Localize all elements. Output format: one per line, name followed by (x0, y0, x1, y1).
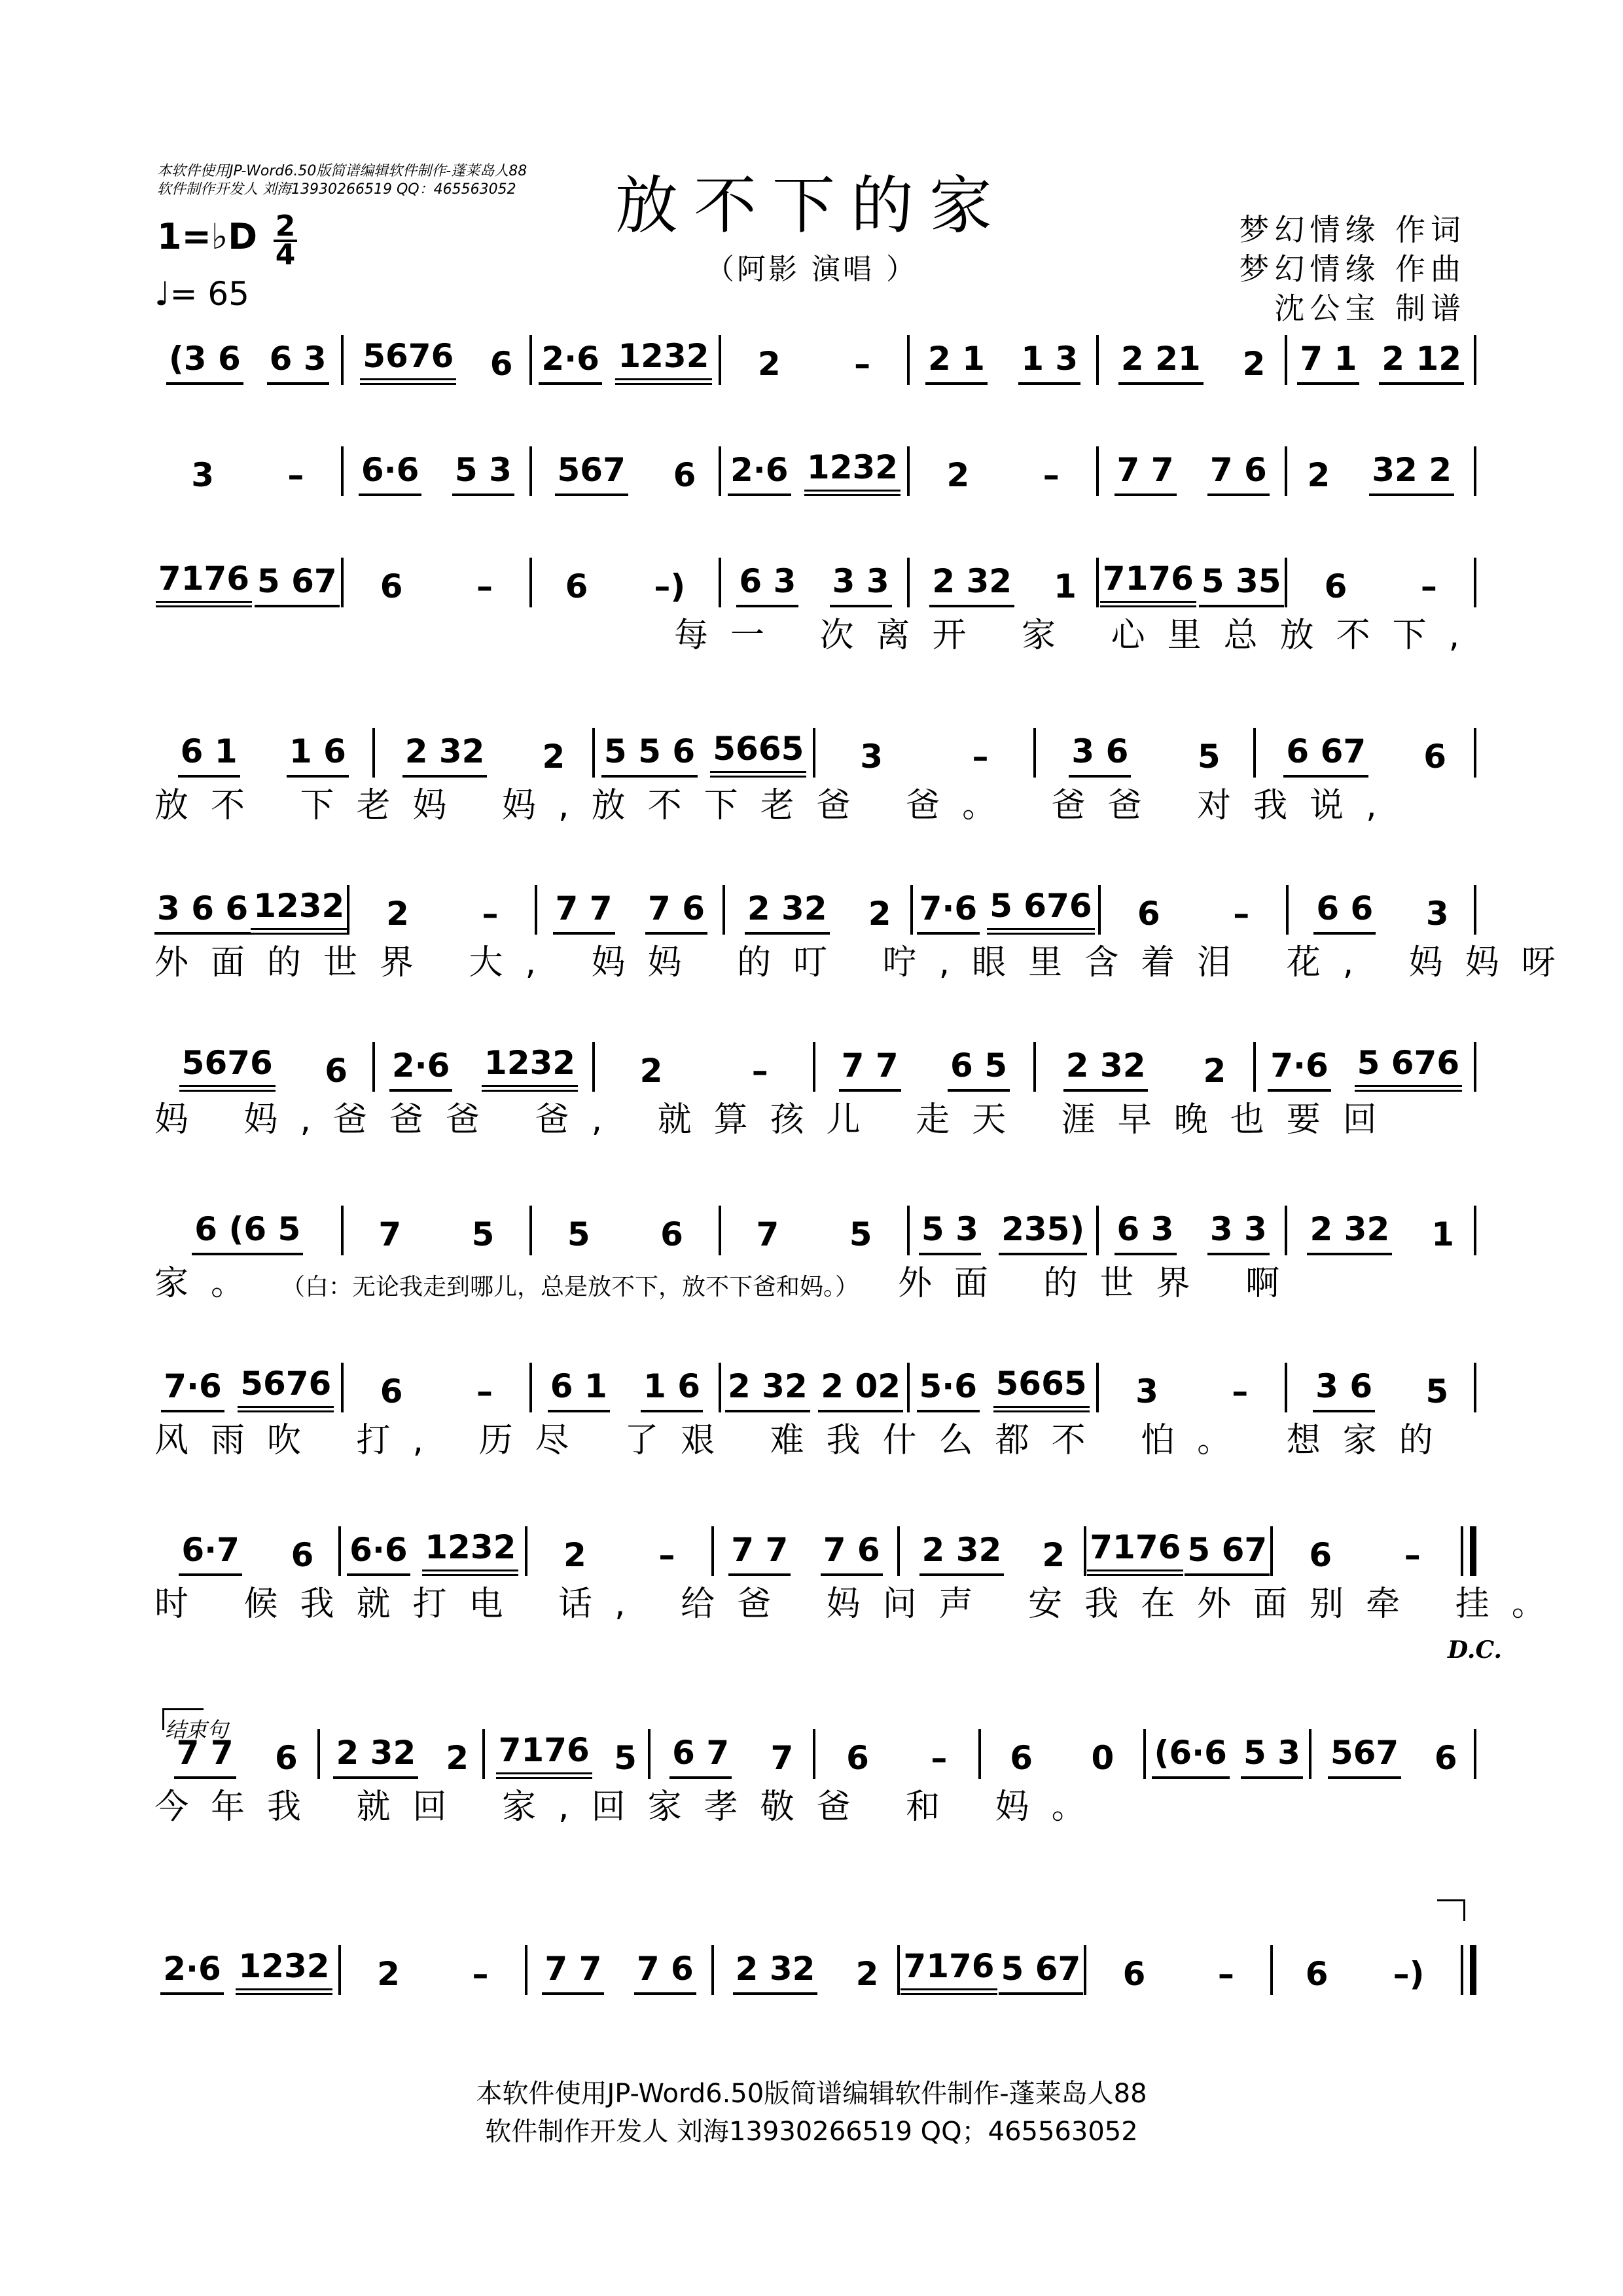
dc-mark: D.C. (1448, 1636, 1503, 1664)
note-group: 2 (1042, 1536, 1065, 1574)
measure (721, 560, 908, 607)
measure (154, 885, 347, 935)
note-group: 2·6 (728, 449, 791, 496)
note-group: 6·6 (347, 1529, 410, 1576)
score-row (154, 1729, 1476, 1779)
note-group: 7·6 (1268, 1045, 1331, 1092)
note-group: 6 (846, 1739, 869, 1777)
note-group: 1 (1431, 1215, 1455, 1253)
note-group: (6·6 (1152, 1732, 1230, 1779)
note-group: 5 3 (919, 1208, 981, 1255)
note-group: 3 (191, 456, 214, 494)
note-group: 7 6 (645, 888, 707, 935)
note-group: – (1043, 456, 1060, 494)
note-group: – (476, 567, 493, 605)
measure (721, 446, 908, 496)
measure (913, 885, 1098, 935)
lyric-line (154, 1412, 1476, 1462)
measure (154, 454, 341, 496)
measure (815, 1737, 978, 1779)
measure (532, 565, 719, 607)
note-group: – (472, 1955, 489, 1993)
note-group: 7 6 (1207, 449, 1270, 496)
note-group: 5 (567, 1215, 590, 1253)
bar-line (1474, 335, 1476, 385)
note-group: – (476, 1372, 493, 1410)
note-group: 5676 (238, 1363, 334, 1412)
note-group: – (972, 738, 989, 776)
note-group: 5676 (360, 335, 456, 385)
measure (900, 1945, 1084, 1995)
note-group: – (1420, 567, 1437, 605)
note-group: 6 (291, 1536, 314, 1574)
note-group: 2 (855, 1955, 879, 1993)
measure (527, 1948, 711, 1995)
measure (910, 454, 1096, 496)
score-row (154, 1206, 1476, 1255)
measure (910, 560, 1096, 607)
bar-line (1474, 885, 1476, 935)
note-group: 6 3 (267, 338, 329, 385)
note-group: 2 32 (919, 1529, 1005, 1576)
note-group: 6 (1010, 1739, 1033, 1777)
measure (1256, 730, 1474, 778)
measure (815, 1045, 1033, 1092)
note-group: 2 32 (333, 1732, 418, 1779)
watermark-line-1: 本软件使用JP-Word6.50版简谱编辑软件制作-蓬莱岛人88 (157, 163, 527, 179)
measure (154, 558, 341, 607)
note-group: – (751, 1052, 768, 1090)
note-group: – (287, 456, 304, 494)
measure (1287, 449, 1474, 496)
score-row (154, 335, 1476, 385)
bar-line (1474, 558, 1476, 607)
note-group: 7·6 (161, 1365, 224, 1412)
note-group: 2 32 (1063, 1045, 1149, 1092)
measure (1036, 1045, 1254, 1092)
time-signature-top: 2 (275, 209, 296, 243)
measure (532, 1213, 719, 1255)
note-group: 3 3 (830, 560, 892, 607)
note-group: 6 (380, 1372, 403, 1410)
note-group: – (1217, 1955, 1234, 1993)
measure (910, 1208, 1096, 1255)
note-group: 7176 (156, 558, 252, 607)
lyric-line (154, 1576, 1568, 1625)
note-group: 3 (1425, 895, 1449, 933)
note-group: (3 6 (166, 338, 243, 385)
measure (721, 1365, 908, 1412)
note-group: 7 7 (553, 888, 615, 935)
score-row (154, 1945, 1476, 1995)
bar-line (1474, 1729, 1476, 1779)
measure (154, 730, 372, 778)
note-group: 2 (386, 895, 409, 933)
note-group: 5 (849, 1215, 872, 1253)
bar-line (1474, 1042, 1476, 1092)
measure (1287, 565, 1474, 607)
measure (910, 1363, 1096, 1412)
note-group: 2 32 (402, 730, 488, 778)
footer-line-2: 软件制作开发人 刘海13930266519 QQ；465563052 (485, 2117, 1138, 2147)
note-group: 1232 (251, 885, 347, 935)
song-title: 放不下的家 (615, 169, 1008, 242)
note-group: 7 6 (634, 1948, 696, 1995)
note-group: 5 (1197, 738, 1221, 776)
measure (485, 1729, 648, 1779)
measure (349, 893, 535, 935)
measure (1273, 1534, 1457, 1576)
time-signature-bottom: 4 (275, 238, 296, 272)
note-group: 2 (377, 1955, 400, 1993)
note-group: 2 (563, 1536, 586, 1574)
note-group: 567 (555, 449, 628, 496)
note-group: – (1232, 1372, 1249, 1410)
note-group: 6 (1423, 738, 1446, 776)
note-group: 5 (1425, 1372, 1449, 1410)
score-row (154, 446, 1476, 496)
note-group: 6 3 (736, 560, 798, 607)
note-group: 6 (6 5 (192, 1208, 303, 1255)
note-group: 5 67 (999, 1948, 1084, 1995)
measure (1273, 1953, 1457, 1995)
note-group: 3 6 (1069, 730, 1131, 778)
note-group: 5665 (993, 1363, 1090, 1412)
note-group: 567 (1328, 1732, 1401, 1779)
score-row (154, 1042, 1476, 1092)
note-group: 5 (471, 1215, 495, 1253)
measure (344, 1371, 530, 1412)
note-group: – (854, 345, 871, 383)
note-group: 1232 (615, 335, 711, 385)
note-group: – (1233, 895, 1250, 933)
note-group: 1 3 (1018, 338, 1080, 385)
measure (900, 1529, 1084, 1576)
lyric-text: 时 候我就打电 话, 给爸 妈问声 安我在外面别牵 挂。 (154, 1585, 1568, 1624)
note-group: 7 7 (542, 1948, 604, 1995)
note-group: 7·6 (917, 888, 980, 935)
note-group: 2 32 (725, 1365, 810, 1412)
lyric-text: 外面的世界 大, 妈妈 的叮 咛,眼里含着泪 花, 妈妈呀 (154, 943, 1578, 982)
note-group: 2 (1203, 1052, 1226, 1090)
measure (1146, 1732, 1309, 1779)
note-group: 6 (1434, 1739, 1457, 1777)
note-group: 1232 (236, 1945, 332, 1995)
note-group: 1232 (482, 1042, 578, 1092)
note-group: 2 32 (929, 560, 1014, 607)
note-group: 1232 (422, 1526, 518, 1576)
note-group: 7 (756, 1215, 779, 1253)
measure (595, 728, 813, 778)
note-group: 6 6 (1313, 888, 1376, 935)
measure (1086, 1526, 1270, 1576)
key-signature: 1=♭D (157, 216, 258, 257)
note-group: 5 676 (987, 885, 1095, 935)
measure (721, 1213, 908, 1255)
note-group: 6 (325, 1052, 348, 1090)
note-group: – (1404, 1536, 1421, 1574)
note-group: 2·6 (539, 338, 602, 385)
score-row (154, 728, 1476, 778)
note-group: 5 3 (452, 449, 514, 496)
note-group: 3 6 (1313, 1365, 1375, 1412)
repeat-bracket (1437, 1899, 1465, 1921)
note-group: 5 5 6 (601, 730, 698, 778)
measure (815, 736, 1033, 778)
note-group: 7 7 (839, 1045, 901, 1092)
note-group: 6·6 (359, 449, 422, 496)
lyric-line (154, 1255, 1476, 1304)
measure (714, 1529, 898, 1576)
measure (721, 343, 908, 385)
note-group: 1 6 (641, 1365, 703, 1412)
note-group: 6 5 (948, 1045, 1010, 1092)
note-group: 5·6 (917, 1365, 980, 1412)
note-group: –) (654, 567, 686, 605)
measure (154, 338, 341, 385)
lyric-line (154, 935, 1578, 984)
note-group: 2·6 (160, 1948, 224, 1995)
note-group: 3 (1135, 1372, 1158, 1410)
note-group: 2 (1242, 345, 1266, 383)
measure (595, 1050, 813, 1092)
measure (1256, 1042, 1474, 1092)
note-group: 6 (1309, 1536, 1332, 1574)
measure (341, 1953, 525, 1995)
note-group: 2 1 (925, 338, 988, 385)
time-signature (274, 209, 297, 272)
bar-line (1474, 728, 1476, 778)
note-group: 5 676 (1355, 1042, 1463, 1092)
lyric-text: 妈 妈,爸爸爸 爸, 就算孩儿 走天 涯早晚也要回 (154, 1100, 1399, 1139)
measure (154, 1042, 372, 1092)
note-group: 2 32 (1307, 1208, 1392, 1255)
lyric-text: 每一 次离开 家 心里总放不下, (674, 616, 1482, 655)
note-group: 5665 (710, 728, 806, 778)
measure (344, 449, 530, 496)
lyric-text: 今年我 就回 家,回家孝敬爸 和 妈。 (154, 1787, 1108, 1827)
measure (1099, 558, 1285, 607)
note-group: 7176 (1087, 1526, 1183, 1576)
note-group: 5 67 (1185, 1529, 1270, 1576)
measure (532, 1365, 719, 1412)
measure (375, 730, 593, 778)
note-group: 7 6 (821, 1529, 883, 1576)
lyric-line (154, 1092, 1476, 1141)
note-group: 1 6 (287, 730, 349, 778)
note-group: 2 (639, 1052, 663, 1090)
note-group: 2 (868, 895, 891, 933)
note-group: 32 2 (1369, 449, 1454, 496)
note-group: 235) (999, 1208, 1087, 1255)
note-group: 7 1 (1297, 338, 1359, 385)
score-row (154, 1363, 1476, 1412)
measure (981, 1737, 1144, 1779)
measure (527, 1534, 711, 1576)
note-group: 1232 (804, 446, 901, 496)
note-group: 6 7 (669, 1732, 732, 1779)
lyric-line (674, 607, 1623, 656)
note-group: 5676 (179, 1042, 276, 1092)
footer-line-1: 本软件使用JP-Word6.50版简谱编辑软件制作-蓬莱岛人88 (476, 2079, 1147, 2109)
note-group: 6 (1324, 567, 1347, 605)
note-group: 7 (770, 1739, 794, 1777)
lyric-line (154, 778, 1476, 827)
note-group: 2 (757, 345, 781, 383)
note-group: 3 6 6 (154, 888, 251, 935)
measure (1099, 1208, 1285, 1255)
measure (154, 1945, 338, 1995)
measure (344, 565, 530, 607)
lyric-text: 风雨吹 打, 历尽 了艰 难我什么都不 怕。 想家的 (154, 1421, 1455, 1460)
song-subtitle: （阿影 演唱 ） (705, 253, 918, 286)
note-group: 2 (542, 738, 565, 776)
note-group: 2 (1307, 456, 1330, 494)
note-group: 7176 (496, 1729, 592, 1779)
measure (1099, 1371, 1285, 1412)
measure (1036, 730, 1254, 778)
note-group: 2 21 (1118, 338, 1204, 385)
note-group: 6 (275, 1739, 298, 1777)
measure (532, 449, 719, 496)
bar-line (1474, 1363, 1476, 1412)
note-group: 6 (1137, 895, 1160, 933)
lyric-text: 家。 (154, 1264, 268, 1303)
note-group: 6 (565, 567, 588, 605)
note-group: – (482, 895, 499, 933)
note-group: 2 12 (1379, 338, 1464, 385)
note-group: 6 1 (178, 730, 240, 778)
note-group: 2 02 (818, 1365, 903, 1412)
bar-line (1461, 1945, 1476, 1995)
note-group: 6 (1122, 1955, 1146, 1993)
score-row (154, 885, 1476, 935)
bar-line (1461, 1526, 1476, 1576)
bar-line (1474, 446, 1476, 496)
note-group: 2·6 (389, 1045, 453, 1092)
watermark-line-2: 软件制作开发人 刘海13930266519 QQ：465563052 (157, 181, 516, 198)
note-group: 5 (614, 1739, 637, 1777)
lyric-text: 放不 下老妈 妈,放不下老爸 爸。 爸爸 对我说, (154, 786, 1399, 825)
note-group: 6 (660, 1215, 683, 1253)
score-row (154, 558, 1476, 607)
note-group: 7 7 (174, 1732, 236, 1779)
bar-line (1474, 1206, 1476, 1255)
measure (1289, 888, 1474, 935)
note-group: 3 3 (1207, 1208, 1270, 1255)
lyric-line (154, 1779, 1476, 1828)
note-group: 6 3 (1115, 1208, 1177, 1255)
measure (532, 335, 719, 385)
note-group: 3 (860, 738, 883, 776)
measure (1101, 893, 1286, 935)
arranger-credit: 沈公宝 制谱 (1274, 291, 1466, 326)
measure (1086, 1953, 1270, 1995)
note-group: – (658, 1536, 675, 1574)
measure (375, 1042, 593, 1092)
note-group: 6 (490, 345, 513, 383)
note-group: 6 67 (1283, 730, 1368, 778)
note-group: 7 (378, 1215, 402, 1253)
note-group: 6 (380, 567, 403, 605)
note-group: –) (1393, 1955, 1425, 1993)
note-group: 6 (1305, 1955, 1329, 1993)
measure (154, 1208, 341, 1255)
composer-credit: 梦幻情缘 作曲 (1239, 251, 1466, 287)
measure (154, 1363, 341, 1412)
measure (1287, 1208, 1474, 1255)
measure (1099, 338, 1285, 385)
tempo-marking: ♩= 65 (154, 275, 249, 313)
score-row (154, 1526, 1476, 1576)
note-group: 2 32 (745, 888, 830, 935)
note-group: 2 32 (733, 1948, 818, 1995)
lyric-text: 外面 的世界 啊 (898, 1264, 1302, 1303)
note-group: 6·7 (179, 1529, 242, 1576)
measure (714, 1948, 898, 1995)
measure (1099, 449, 1285, 496)
note-group: 7176 (1100, 558, 1196, 607)
measure (651, 1732, 813, 1779)
measure (341, 1526, 525, 1576)
ending-label: 结束句 (165, 1717, 228, 1742)
measure (1311, 1732, 1474, 1779)
lyricist-credit: 梦幻情缘 作词 (1239, 212, 1466, 247)
measure (344, 335, 530, 385)
measure (344, 1213, 530, 1255)
measure (910, 338, 1096, 385)
measure (725, 888, 910, 935)
measure (537, 888, 722, 935)
note-group: 2 (446, 1739, 469, 1777)
note-group: 7 7 (1115, 449, 1177, 496)
note-group: 2 (946, 456, 970, 494)
note-group: 6 1 (548, 1365, 610, 1412)
note-group: 7 7 (728, 1529, 791, 1576)
measure (320, 1732, 483, 1779)
note-group: 1 (1054, 567, 1077, 605)
measure (1287, 338, 1474, 385)
note-group: – (931, 1739, 948, 1777)
note-group: 5 67 (255, 560, 340, 607)
note-group: 5 35 (1199, 560, 1284, 607)
note-group: 5 3 (1241, 1732, 1303, 1779)
note-group: 0 (1091, 1739, 1115, 1777)
spoken-interlude: （白：无论我走到哪儿，总是放不下，放不下爸和妈。） (293, 1274, 859, 1300)
note-group: 6 (673, 456, 696, 494)
note-group: 7176 (901, 1945, 997, 1995)
measure (1287, 1365, 1474, 1412)
measure (154, 1529, 338, 1576)
